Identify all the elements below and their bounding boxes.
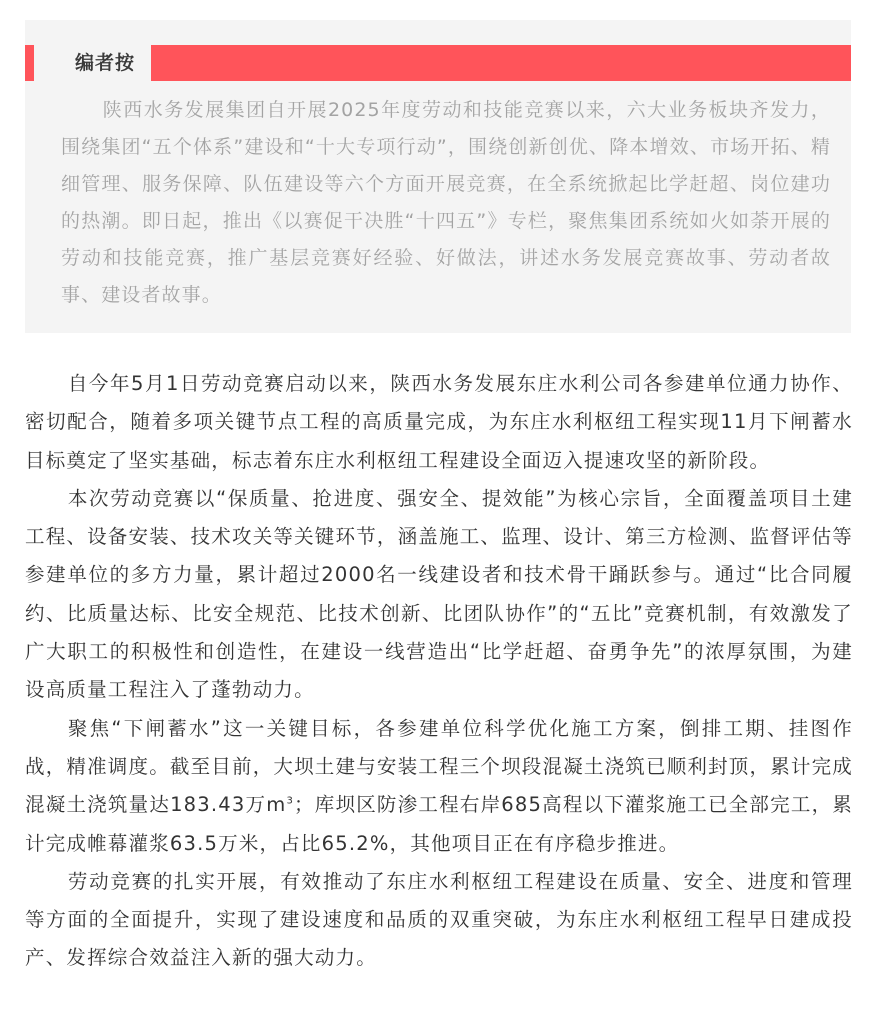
accent-bar-left xyxy=(25,45,34,81)
article-paragraph-2: 本次劳动竞赛以“保质量、抢进度、强安全、提效能”为核心宗旨，全面覆盖项目土建工程、设备安装、技术攻关等关键环节，涵盖施工、监理、设计、第三方检测、监督评估等参建单位的多方力量，累计超过2000名一线建设者和技术骨干踊跃参与。通过“比合同履约、比质量达标、比安全规范、比技术创新、比团队协作”的“五比”竞赛机制，有效激发了广大职工的积极性和创造性，在建设一线营造出“比学赶超、奋勇争先”的浓厚氛围，为建设高质量工程注入了蓬勃动力。 xyxy=(25,486,854,702)
paragraph-3-part-2: ；库坝区防渗工程右岸685高程以下灌浆施工已全部完工，累计完成帷幕灌浆63.5万米，占比65.2%，其他项目正在有序稳步推进。 xyxy=(25,793,853,855)
article-paragraph-4: 劳动竞赛的扎实开展，有效推动了东庄水利枢纽工程建设在质量、安全、进度和管理等方面的全面提升，实现了建设速度和品质的双重突破，为东庄水利枢纽工程早日建成投产、发挥综合效益注入新的强大动力。 xyxy=(25,869,853,970)
paragraph-3-part-1: 聚焦“下闸蓄水”这一关键目标，各参建单位科学优化施工方案，倒排工期、挂图作战，精准调度。截至目前，大坝土建与安装工程三个坝段混凝土浇筑已顺利封顶，累计完成混凝土浇筑量达183.43万m xyxy=(25,716,854,817)
editor-note-title: 编者按 xyxy=(74,52,135,74)
accent-bar-right xyxy=(151,45,851,81)
article-body xyxy=(25,365,853,978)
editor-note-text: 陕西水务发展集团自开展2025年度劳动和技能竞赛以来，六大业务板块齐发力，围绕集团“五个体系”建设和“十大专项行动”，围绕创新创优、降本增效、市场开拓、精细管理、服务保障、队伍建设等六个方面开展竞赛，在全系统掀起比学赶超、岗位建功的热潮。即日起，推出《以赛促干决胜“十四五”》专栏，聚焦集团系统如火如荼开展的劳动和技能竞赛，推广基层竞赛好经验、好做法，讲述水务发展竞赛故事、劳动者故事、建设者故事。 xyxy=(61,99,831,306)
article-paragraph-3 xyxy=(25,710,853,863)
editor-note-header xyxy=(25,45,851,81)
cubic-superscript: 3 xyxy=(286,795,295,807)
editor-note-box xyxy=(25,20,851,333)
article-paragraph-1: 自今年5月1日劳动竞赛启动以来，陕西水务发展东庄水利公司各参建单位通力协作、密切配合，随着多项关键节点工程的高质量完成，为东庄水利枢纽工程实现11月下闸蓄水目标奠定了坚实基础，标志着东庄水利枢纽工程建设全面迈入提速攻坚的新阶段。 xyxy=(25,372,853,472)
